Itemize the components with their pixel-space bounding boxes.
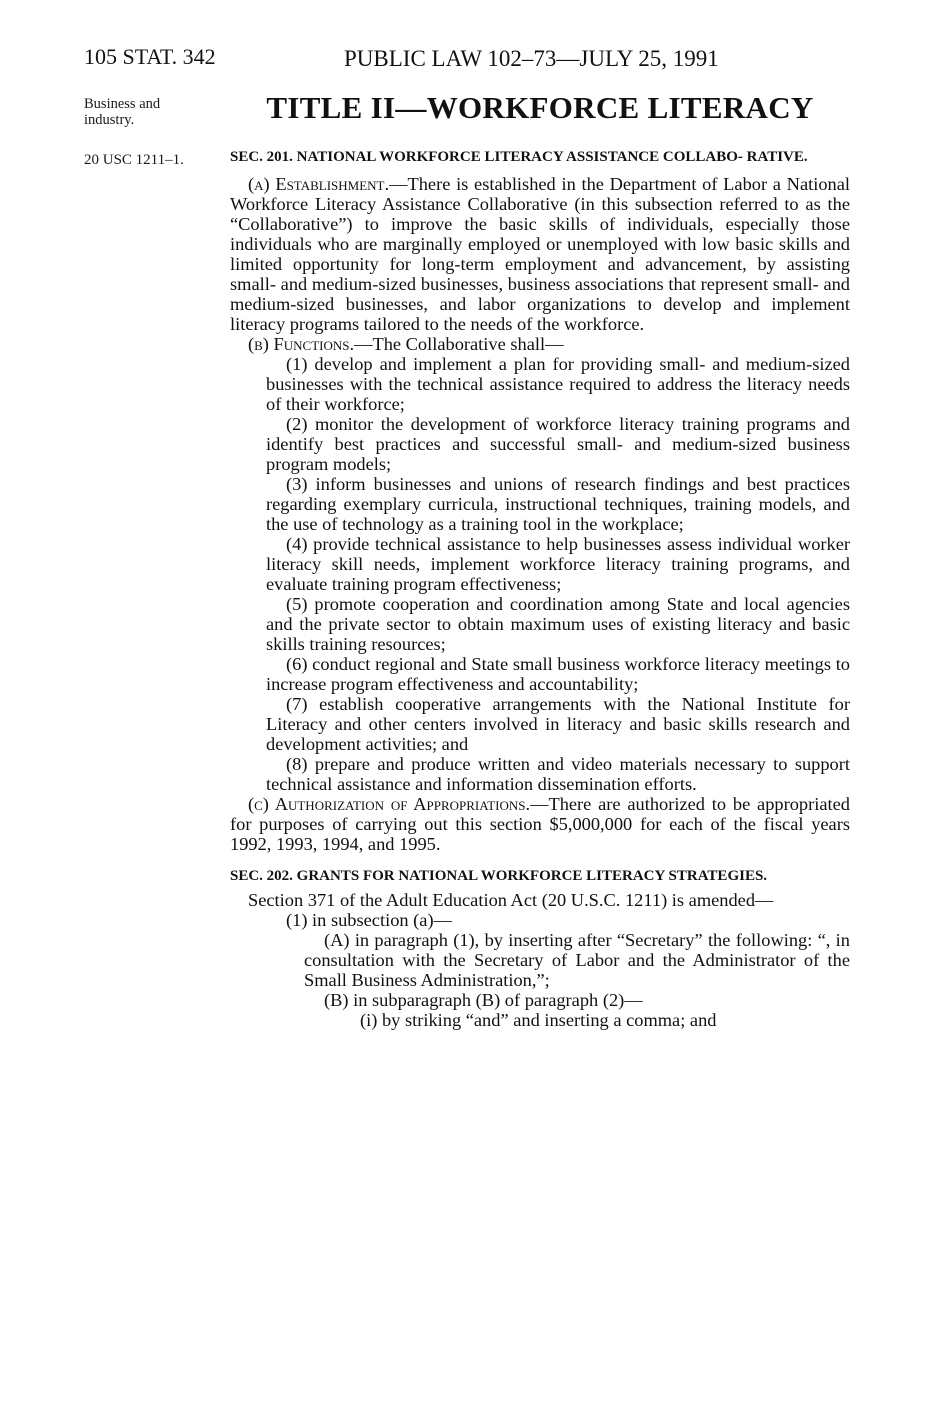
subsection-c-label: (c) Authorization of Appropriations.: [248, 794, 531, 814]
subsection-a: [230, 174, 850, 334]
function-item: (1) develop and implement a plan for providing small- and medium-sized businesses with the technical assistance required to address the literacy needs of their workforce;: [266, 354, 850, 414]
function-item: (8) prepare and produce written and video materials necessary to support technical assistance and information dissemination efforts.: [266, 754, 850, 794]
section-201-heading: [230, 148, 850, 166]
function-item: (3) inform businesses and unions of research findings and best practices regarding exemplary curricula, instructional techniques, training models, and the use of technology as a training tool in the workplace;: [266, 474, 850, 534]
function-item: (7) establish cooperative arrangements with the National Institute for Literacy and other centers involved in literacy and basic skills research and development activities; and: [266, 694, 850, 754]
amendment-subparagraph-B: (B) in subparagraph (B) of paragraph (2)—: [324, 990, 643, 1010]
subsection-b: [230, 334, 850, 354]
page-reference: 105 STAT. 342: [84, 44, 216, 69]
subsection-c: [230, 794, 850, 854]
section-201-heading-line1: SEC. 201. NATIONAL WORKFORCE LITERACY ASSISTANCE COLLABO-: [230, 149, 743, 165]
function-item: (5) promote cooperation and coordination among State and local agencies and the private sector to obtain maximum uses of existing literacy and basic skills training resources;: [266, 594, 850, 654]
subsection-b-label: (b) Functions.: [248, 334, 355, 354]
section-202-heading: SEC. 202. GRANTS FOR NATIONAL WORKFORCE LITERACY STRATEGIES.: [230, 868, 768, 884]
subsection-c-text: —There are authorized to be appropriated for purposes of carrying out this section $5,000,000 for each of the fiscal years 1992, 1993, 1994, and 1995.: [230, 794, 850, 854]
subsection-a-label: (a) Establishment.: [248, 174, 390, 194]
amendment-clause-i: (i) by striking “and” and inserting a comma; and: [360, 1010, 717, 1030]
margin-note-usc: 20 USC 1211–1.: [84, 152, 184, 168]
function-item: (6) conduct regional and State small business workforce literacy meetings to increase program effectiveness and accountability;: [266, 654, 850, 694]
subsection-b-text: —The Collaborative shall—: [354, 334, 564, 354]
running-header: PUBLIC LAW 102–73—JULY 25, 1991: [344, 46, 719, 71]
margin-note-business: Business and industry.: [84, 96, 161, 128]
amendment-paragraph-1: (1) in subsection (a)—: [286, 910, 452, 930]
section-202-intro: Section 371 of the Adult Education Act (20 U.S.C. 1211) is amended—: [248, 890, 774, 910]
amendment-subparagraph-A: (A) in paragraph (1), by inserting after “Secretary” the following: “, in consultation with the Secretary of Labor and the Administrator of the Small Business Administration,”;: [304, 930, 850, 990]
subsection-a-text: —There is established in the Department of Labor a National Workforce Literacy Assistance Collaborative (in this subsection referred to as the “Collaborative”) to improve the basic skills of individuals, especially those individuals who are marginally employed or unemployed with low basic skills and limited opportunity for long-term employment and advancement, by assisting small- and medium-sized businesses, business associations that represent small- and medium-sized businesses, and labor organizations to develop and implement literacy programs tailored to the needs of the workforce.: [230, 174, 850, 334]
function-item: (2) monitor the development of workforce literacy training programs and identify best practices and successful small- and medium-sized business program models;: [266, 414, 850, 474]
body-text: [230, 148, 850, 1030]
function-item: (4) provide technical assistance to help businesses assess individual worker literacy skill needs, implement workforce literacy training programs, and evaluate training program effectiveness;: [266, 534, 850, 594]
title-heading: TITLE II—WORKFORCE LITERACY: [266, 90, 814, 125]
section-201-heading-line2: RATIVE.: [746, 149, 808, 165]
